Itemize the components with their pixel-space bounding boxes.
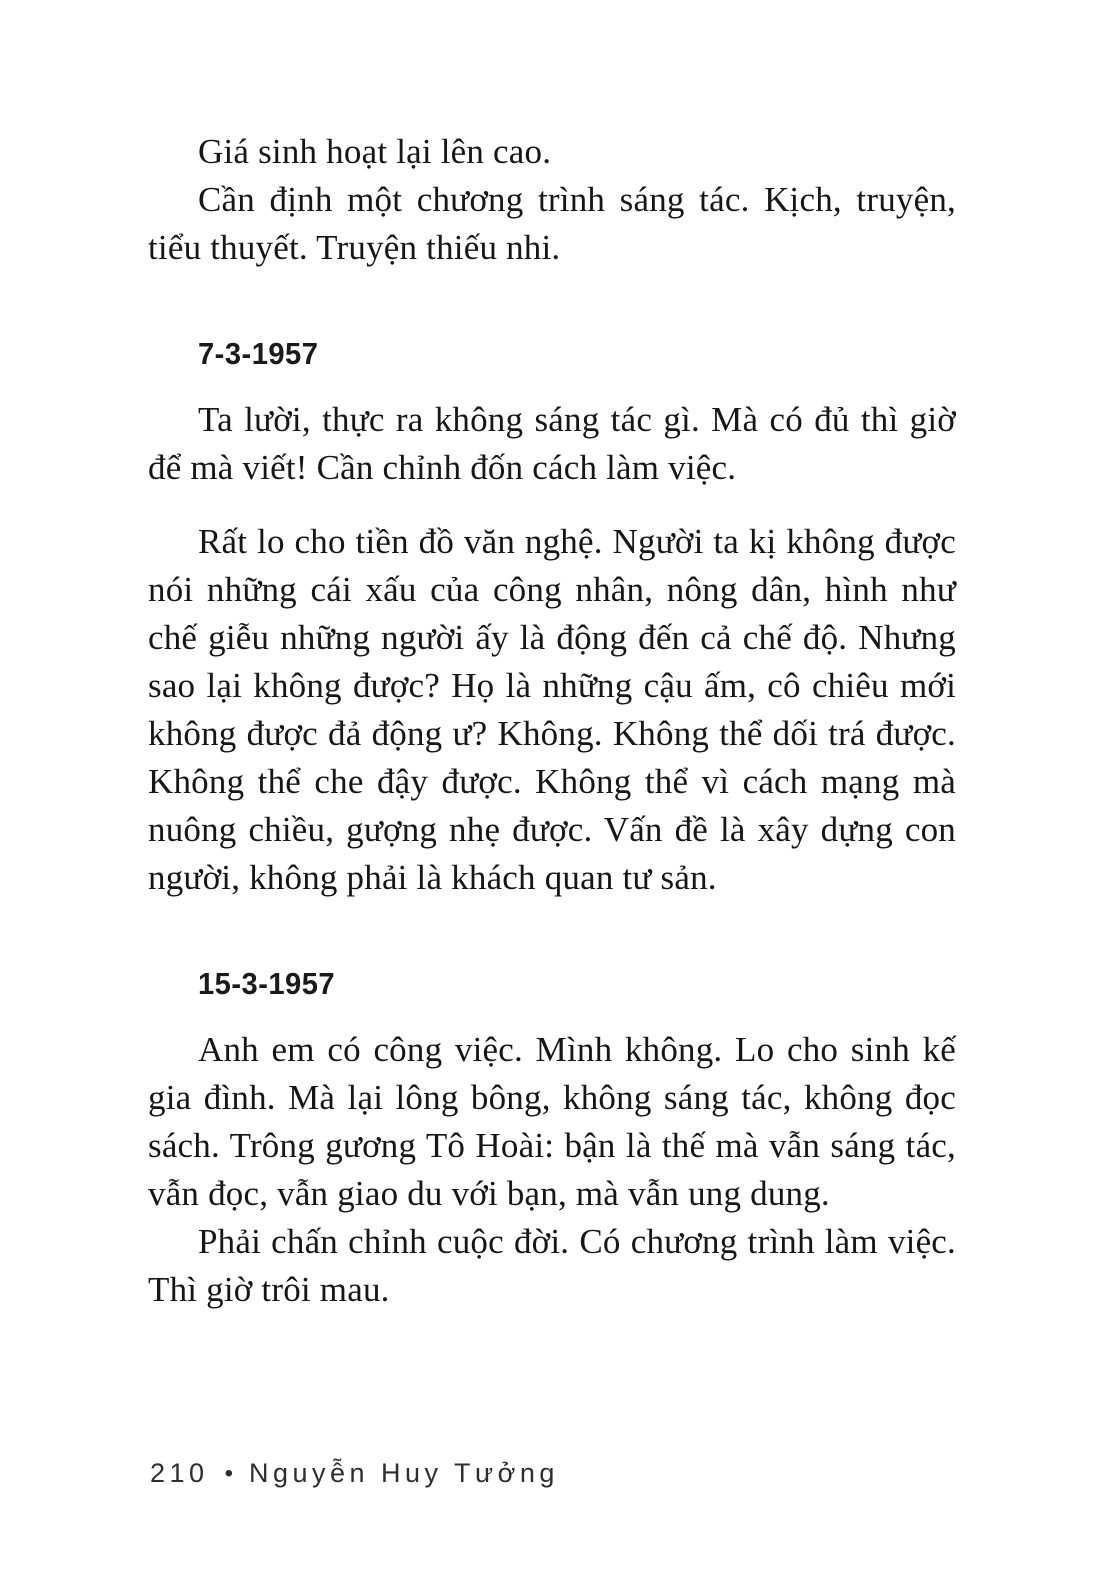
diary-date-heading: 15-3-1957 [198,966,336,1001]
diary-paragraph: Giá sinh hoạt lại lên cao. [198,132,552,171]
diary-paragraph: Anh em có công việc. Mình không. Lo cho sinh kế gia đình. Mà lại lông bông, không sáng tác, không đọc sách. Trông gương Tô Hoài: bận là thế mà vẫn sáng tác, vẫn đọc, vẫn giao du với bạn, mà vẫn ung dung. [148,1030,956,1213]
diary-paragraph: Ta lười, thực ra không sáng tác gì. Mà có đủ thì giờ để mà viết! Cần chỉnh đốn cách làm việc. [148,400,956,487]
running-author-name: Nguyễn Huy Tưởng [248,1458,559,1488]
page-content [148,128,956,1314]
page-number: 210 [150,1458,209,1488]
diary-paragraph: Phải chấn chỉnh cuộc đời. Có chương trình làm việc. Thì giờ trôi mau. [148,1222,956,1309]
diary-paragraph: Rất lo cho tiền đồ văn nghệ. Người ta kị không được nói những cái xấu của công nhân, nông dân, hình như chế giễu những người ấy là động đến cả chế độ. Nhưng sao lại không được? Họ là những cậu ấm, cô chiêu mới không được đả động ư? Không. Không thể dối trá được. Không thể che đậy được. Không thể vì cách mạng mà nuông chiều, gượng nhẹ được. Vấn đề là xây dựng con người, không phải là khách quan tư sản. [148,522,956,897]
diary-paragraph: Cần định một chương trình sáng tác. Kịch, truyện, tiểu thuyết. Truyện thiếu nhi. [148,180,956,267]
diary-date-heading: 7-3-1957 [198,336,319,371]
page-footer [150,1458,559,1489]
bullet-separator-icon: • [224,1459,233,1487]
